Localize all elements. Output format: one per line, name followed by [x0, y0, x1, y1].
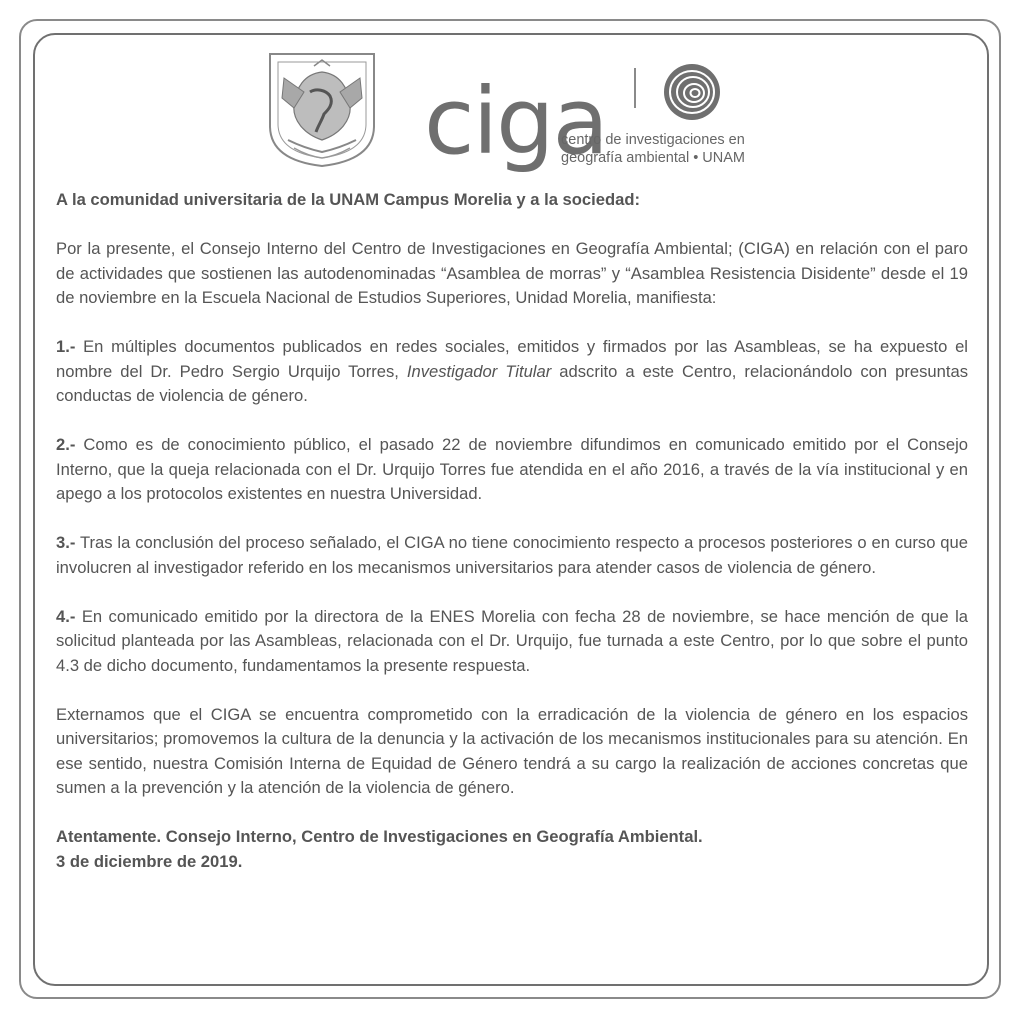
logo-divider	[634, 68, 636, 108]
unam-seal-icon	[264, 48, 380, 168]
point-2-paragraph	[56, 433, 968, 507]
header-logos	[264, 48, 764, 175]
point-2-text: Como es de conocimiento público, el pasado 22 de noviembre difundimos en comunicado emitido por el Consejo Interno, que la queja relacionada con el Dr. Urquijo Torres fue atendida en el año 2016, a través de la vía institucional y en apego a los protocolos existentes en nuestra Universidad.	[56, 435, 968, 503]
ciga-wordmark: ciga	[424, 68, 607, 175]
fingerprint-icon	[662, 62, 722, 122]
point-3-paragraph	[56, 531, 968, 580]
ciga-tagline	[561, 131, 745, 167]
point-1-text-b: adscrito a este Centro, relacionándolo con presuntas conductas de violencia de género.	[56, 361, 968, 405]
letter-body	[56, 188, 968, 874]
intro-paragraph: Por la presente, el Consejo Interno del Centro de Investigaciones en Geografía Ambiental; (CIGA) en relación con el paro de actividades que sostienen las autodenominadas “Asamblea de morras” y “Asamblea Resistencia Disidente” desde el 19 de noviembre en la Escuela Nacional de Estudios Superiores, Unidad Morelia, manifiesta:	[56, 239, 968, 307]
ciga-tagline-line-1: centro de investigaciones en	[561, 132, 745, 148]
point-1-text-a: En múltiples documentos publicados en redes sociales, emitidos y firmados por las Asambleas, se ha expuesto el nombre del Dr. Pedro Sergio Urquijo Torres,	[56, 337, 968, 381]
point-2-number: 2.-	[56, 435, 76, 454]
salutation: A la comunidad universitaria de la UNAM Campus Morelia y a la sociedad:	[56, 190, 641, 209]
point-1-italic: Investigador Titular	[406, 361, 552, 381]
closing-paragraph: Externamos que el CIGA se encuentra comprometido con la erradicación de la violencia de género en los espacios universitarios; promovemos la cultura de la denuncia y la activación de los mecanismos institucionales para su atención. En ese sentido, nuestra Comisión Interna de Equidad de Género tendrá a su cargo la realización de acciones concretas que sumen a la prevención y la atención de la violencia de género.	[56, 704, 968, 797]
point-1-number: 1.-	[56, 337, 76, 356]
ciga-tagline-line-2: geografía ambiental • UNAM	[561, 150, 745, 166]
date-line: 3 de diciembre de 2019.	[56, 851, 243, 871]
point-4-number: 4.-	[56, 606, 76, 626]
point-3-number: 3.-	[56, 533, 76, 552]
point-1-paragraph	[56, 335, 968, 409]
signature-line: Atentamente. Consejo Interno, Centro de Investigaciones en Geografía Ambiental.	[56, 827, 703, 846]
point-4-text: En comunicado emitido por la directora de la ENES Morelia con fecha 28 de noviembre, se hace mención de que la solicitud planteada por las Asambleas, relacionada con el Dr. Urquijo, fue turnada a este Centro, por lo que sobre el punto 4.3 de dicho documento, fundamentamos la presente respuesta.	[56, 606, 968, 675]
point-3-text: Tras la conclusión del proceso señalado, el CIGA no tiene conocimiento respecto a procesos posteriores o en curso que involucren al investigador referido en los mecanismos universitarios para atender casos de violencia de género.	[56, 533, 968, 577]
point-4-paragraph	[56, 605, 968, 679]
signature-block	[56, 825, 968, 874]
